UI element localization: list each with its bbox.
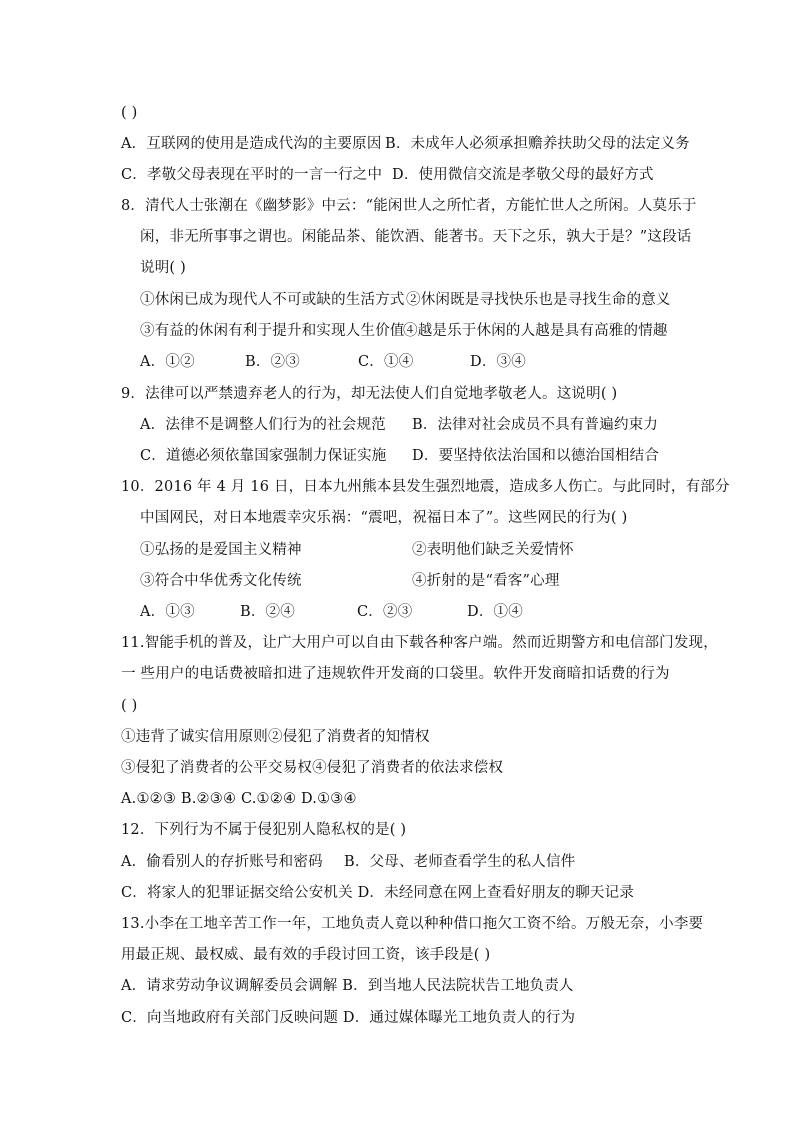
q12-option-b: B．父母、老师查看学生的私人信件 bbox=[344, 854, 576, 870]
q10-stem-line2: 中国网民，对日本地震幸灾乐祸：“震吧，祝福日本了”。这些网民的行为( ) bbox=[140, 510, 628, 526]
q7-option-c: C．孝敬父母表现在平时的一言一行之中 bbox=[121, 167, 383, 183]
q8-statement-3: ③有益的休闲有利于提升和实现人生价值 bbox=[140, 323, 405, 339]
q11-statements-3-4: ③侵犯了消费者的公平交易权④侵犯了消费者的依法求偿权 bbox=[121, 760, 504, 776]
q8-stem-line2: 闲，非无所事事之谓也。闲能品茶、能饮酒、能著书。天下之乐，孰大于是？”这段话 bbox=[140, 229, 692, 245]
q13-options-a-b: A．请求劳动争议调解委员会调解 B．到当地人民法院状告工地负责人 bbox=[121, 978, 574, 994]
q8-option-d: D．③④ bbox=[470, 354, 526, 370]
q8-statement-4: ④越是乐于休闲的人越是具有高雅的情趣 bbox=[403, 323, 668, 339]
q9-option-a: A．法律不是调整人们行为的社会规范 bbox=[140, 417, 386, 433]
q12-stem: 12．下列行为不属于侵犯别人隐私权的是( ) bbox=[121, 822, 407, 838]
q13-options-c-d: C．向当地政府有关部门反映问题 D．通过媒体曝光工地负责人的行为 bbox=[121, 1010, 576, 1026]
q7-option-b: B．未成年人必须承担赡养扶助父母的法定义务 bbox=[385, 136, 690, 152]
q10-statement-2: ②表明他们缺乏关爱情怀 bbox=[412, 542, 574, 558]
q7-option-a: A．互联网的使用是造成代沟的主要原因 bbox=[121, 136, 382, 152]
q9-option-d: D．要坚持依法治国和以德治国相结合 bbox=[412, 448, 660, 464]
q8-statement-2: ②休闲既是寻找快乐也是寻找生命的意义 bbox=[406, 292, 671, 308]
q10-stem-line1: 10．2016 年 4 月 16 日，日本九州熊本县发生强烈地震，造成多人伤亡。与此同时，有部分 bbox=[121, 479, 730, 495]
q10-option-d: D．①④ bbox=[467, 604, 523, 620]
q7-option-d: D．使用微信交流是孝敬父母的最好方式 bbox=[392, 167, 654, 183]
q11-statements-1-2: ①违背了诚实信用原则②侵犯了消费者的知情权 bbox=[121, 729, 430, 745]
q11-stem-line1: 11.智能手机的普及，让广大用户可以自由下载各种客户端。然而近期警方和电信部门发现， bbox=[121, 635, 718, 651]
q12-options-c-d: C．将家人的犯罪证据交给公安机关 D．未经同意在网上查看好朋友的聊天记录 bbox=[121, 885, 635, 901]
q13-stem-line1: 13.小李在工地辛苦工作一年，工地负责人竟以种种借口拖欠工资不给。万般无奈，小李要 bbox=[121, 916, 704, 932]
q10-option-b: B．②④ bbox=[240, 604, 295, 620]
q9-option-b: B．法律对社会成员不具有普遍约束力 bbox=[412, 417, 659, 433]
q10-option-c: C．②③ bbox=[357, 604, 413, 620]
q11-stem-line2: 一 些用户的电话费被暗扣进了违规软件开发商的口袋里。软件开发商暗扣话费的行为 bbox=[121, 666, 670, 682]
q7-answer-blank: ( ) bbox=[121, 105, 138, 121]
q11-answer-blank: ( ) bbox=[121, 698, 138, 714]
q10-option-a: A．①③ bbox=[140, 604, 195, 620]
q10-statement-3: ③符合中华优秀文化传统 bbox=[140, 573, 302, 589]
q12-option-a: A．偷看别人的存折账号和密码 bbox=[121, 854, 323, 870]
q9-option-c: C．道德必须依靠国家强制力保证实施 bbox=[140, 448, 387, 464]
q9-stem: 9．法律可以严禁遗弃老人的行为，却无法使人们自觉地孝敬老人。这说明( ) bbox=[121, 386, 618, 402]
q8-option-a: A．①② bbox=[140, 354, 195, 370]
q11-options: A.①②③ B.②③④ C.①②④ D.①③④ bbox=[121, 791, 357, 807]
q10-statement-1: ①弘扬的是爱国主义精神 bbox=[140, 542, 302, 558]
q8-stem-line1: 8．清代人士张潮在《幽梦影》中云：“能闲世人之所忙者，方能忙世人之所闲。人莫乐于 bbox=[121, 198, 697, 214]
q8-stem-line3: 说明( ) bbox=[140, 260, 186, 276]
q10-statement-4: ④折射的是“看客”心理 bbox=[412, 573, 560, 589]
q8-statement-1: ①休闲已成为现代人不可或缺的生活方式 bbox=[140, 292, 405, 308]
q8-option-c: C．①④ bbox=[358, 354, 414, 370]
q13-stem-line2: 用最正规、最权威、最有效的手段讨回工资，该手段是( ) bbox=[121, 947, 491, 963]
q8-option-b: B．②③ bbox=[245, 354, 300, 370]
